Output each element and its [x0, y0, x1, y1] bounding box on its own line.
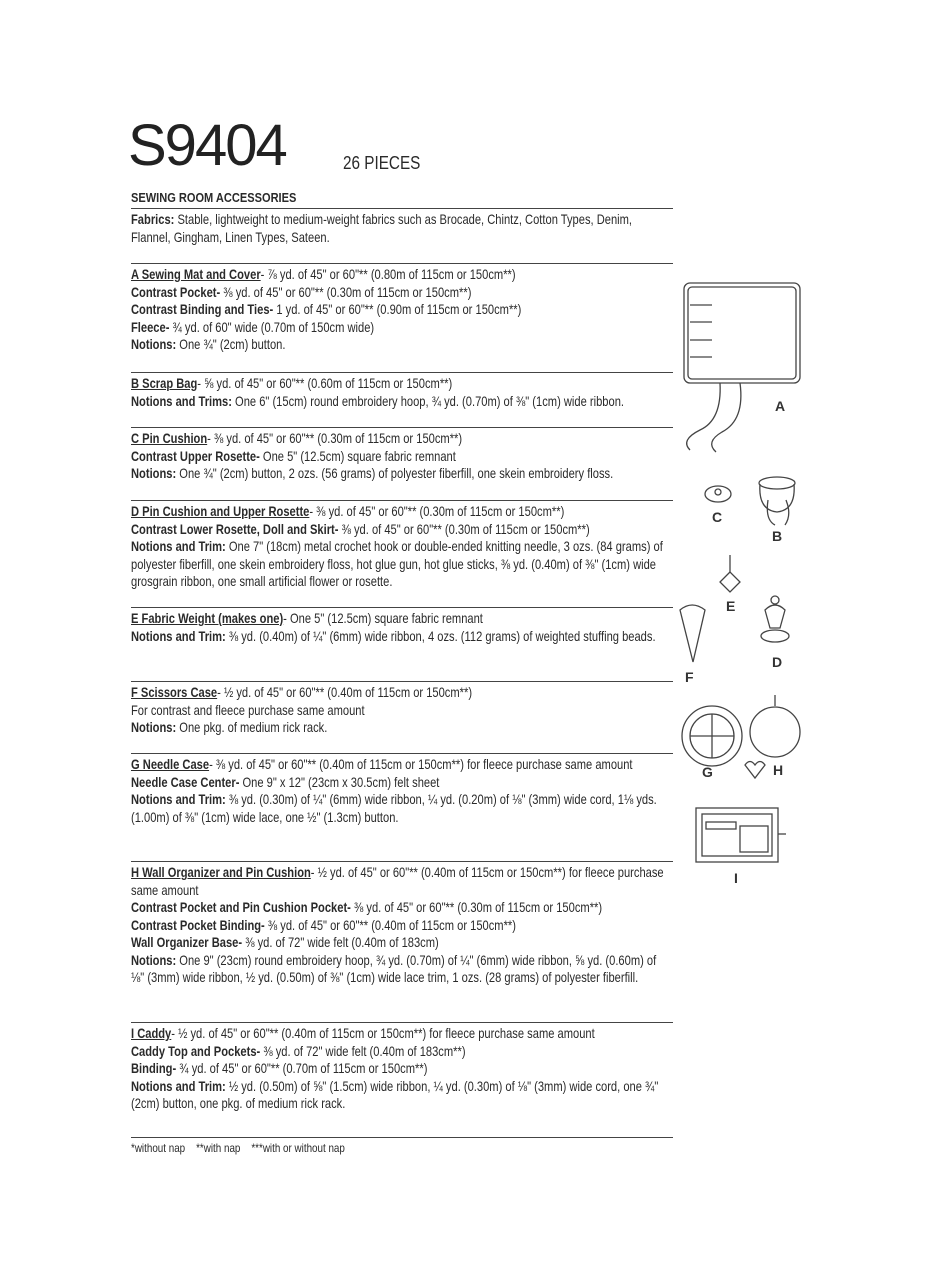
requirement-text: ¾ yd. of 45" or 60"** (0.70m of 115cm or 150cm**)	[176, 1061, 428, 1076]
view-section	[131, 372, 673, 410]
requirement-line	[131, 684, 672, 702]
requirement-text: - ½ yd. of 45" or 60"** (0.40m of 115cm or 150cm**) for fleece purchase same amount	[131, 865, 664, 898]
requirement-label: Wall Organizer Base-	[131, 935, 243, 950]
requirement-text: - ⅜ yd. of 45" or 60"** (0.40m of 115cm or 150cm**) for fleece purchase same amount	[209, 757, 633, 772]
view-label-g: G	[702, 764, 713, 780]
requirement-text: One pkg. of medium rick rack.	[176, 720, 328, 735]
view-b-scrap-bag-illustration	[759, 477, 795, 525]
requirement-line	[131, 503, 672, 521]
view-name: F Scissors Case	[131, 685, 218, 700]
view-f-scissors-case-illustration	[680, 605, 705, 662]
requirement-line	[131, 864, 672, 899]
requirement-text: - ½ yd. of 45" or 60"** (0.40m of 115cm or 150cm**) for fleece purchase same amount	[171, 1026, 595, 1041]
requirement-line	[131, 301, 672, 319]
requirement-line	[131, 756, 672, 774]
requirement-line	[131, 375, 672, 393]
requirement-label: Notions:	[131, 952, 177, 968]
requirement-label: Contrast Binding and Ties-	[131, 302, 274, 317]
requirement-line	[131, 702, 672, 720]
requirement-label: Notions and Trim:	[131, 1078, 226, 1094]
view-label-d: D	[772, 654, 783, 670]
view-label-b: B	[772, 528, 783, 544]
requirement-label: Contrast Pocket Binding-	[131, 917, 265, 933]
view-section	[131, 861, 673, 987]
view-name: G Needle Case	[131, 757, 210, 772]
requirement-text: One ¾" (2cm) button.	[176, 337, 286, 352]
view-name: I Caddy	[131, 1026, 172, 1041]
view-d-pin-cushion-doll-illustration	[761, 596, 789, 642]
requirement-label: Caddy Top and Pockets-	[131, 1043, 261, 1059]
requirement-text: ⅜ yd. of 45" or 60"** (0.30m of 115cm or 150cm**)	[220, 284, 472, 300]
view-c-pin-cushion-illustration	[705, 486, 731, 502]
view-g-needle-case-illustration	[682, 706, 742, 766]
fabrics-section	[131, 208, 673, 246]
requirement-text: ⅜ yd. of 45" or 60"** (0.40m of 115cm or 150cm**)	[264, 917, 516, 933]
requirement-label: Notions and Trim:	[131, 792, 226, 807]
view-label-h: H	[773, 762, 784, 778]
requirement-line	[131, 791, 672, 826]
requirement-text: One 6" (15cm) round embroidery hoop, ¾ yd. (0.70m) of ⅜" (1cm) wide ribbon.	[231, 393, 624, 409]
view-name: D Pin Cushion and Upper Rosette	[131, 504, 310, 519]
requirement-text: ⅜ yd. of 45" or 60"** (0.30m of 115cm or 150cm**)	[338, 521, 590, 537]
requirement-label: Fleece-	[131, 319, 170, 335]
pattern-number: S9404	[128, 113, 286, 178]
requirement-text: ⅜ yd. (0.40m) of ¼" (6mm) wide ribbon, 4 ozs. (112 grams) of weighted stuffing beads.	[225, 628, 656, 644]
view-name: E Fabric Weight (makes one)	[131, 611, 284, 626]
requirement-label: Contrast Pocket and Pin Cushion Pocket-	[131, 900, 351, 915]
requirement-line	[131, 448, 672, 466]
view-label-f: F	[685, 669, 694, 685]
view-label-e: E	[726, 598, 736, 614]
requirement-label: Contrast Upper Rosette-	[131, 448, 260, 464]
requirement-line	[131, 774, 672, 792]
requirement-label: Notions:	[131, 466, 177, 481]
requirement-text: One 5" (12.5cm) square fabric remnant	[259, 448, 456, 464]
requirement-line	[131, 393, 672, 411]
requirement-label: Notions and Trim:	[131, 539, 226, 554]
requirement-text: One ¾" (2cm) button, 2 ozs. (56 grams) of polyester fiberfill, one skein embroidery floss.	[176, 466, 614, 481]
piece-count: 26 PIECES	[343, 153, 421, 173]
requirement-text: - One 5" (12.5cm) square fabric remnant	[283, 611, 483, 626]
requirement-label: Binding-	[131, 1061, 177, 1076]
view-section	[131, 1022, 673, 1113]
view-section	[131, 500, 673, 591]
requirement-text: ¾ yd. of 60" wide (0.70m of 150cm wide)	[169, 319, 375, 335]
view-section	[131, 427, 673, 483]
view-name: H Wall Organizer and Pin Cushion	[131, 865, 311, 880]
fabrics-label: Fabrics:	[131, 212, 175, 227]
requirement-line	[131, 336, 672, 354]
requirement-text: For contrast and fleece purchase same amount	[131, 702, 365, 718]
requirement-line	[131, 899, 672, 917]
requirement-line	[131, 934, 672, 952]
requirement-line	[131, 610, 672, 628]
requirement-line	[131, 917, 672, 935]
view-name: A Sewing Mat and Cover	[131, 267, 261, 282]
requirement-text: 1 yd. of 45" or 60"** (0.90m of 115cm or 150cm**)	[273, 302, 522, 317]
requirement-text: - ½ yd. of 45" or 60"** (0.40m of 115cm or 150cm**)	[217, 685, 473, 700]
requirement-line	[131, 1078, 672, 1113]
requirement-text: One 7" (18cm) metal crochet hook or double-ended knitting needle, 3 ozs. (84 grams) of polyester fiberfill, one skein embroidery floss, hot glue gun, hot glue sticks, ⅜ yd. (0.40m) of ⅜" (1cm) wide grosgrain ribbon, one small artificial flower or rosette.	[131, 539, 663, 589]
pattern-title: SEWING ROOM ACCESSORIES	[131, 190, 297, 205]
requirement-line	[131, 284, 672, 302]
requirement-line	[131, 538, 672, 591]
requirement-text: ⅜ yd. of 72" wide felt (0.40m of 183cm**)	[260, 1043, 466, 1059]
view-section	[131, 263, 673, 354]
requirement-label: Notions:	[131, 337, 177, 352]
requirement-line	[131, 719, 672, 737]
requirement-line	[131, 952, 672, 987]
requirement-text: ½ yd. (0.50m) of ⅝" (1.5cm) wide ribbon, ¼ yd. (0.30m) of ⅛" (3mm) wide cord, one ¾" (2cm) button, one pkg. of medium rick rack.	[131, 1078, 659, 1111]
requirement-text: - ⅜ yd. of 45" or 60"** (0.30m of 115cm or 150cm**)	[309, 504, 565, 519]
view-section	[131, 753, 673, 826]
footnote	[131, 1137, 673, 1158]
requirement-line	[131, 628, 672, 646]
requirement-label: Contrast Pocket-	[131, 284, 221, 300]
requirement-text: ⅜ yd. (0.30m) of ¼" (6mm) wide ribbon, ¼ yd. (0.20m) of ⅛" (3mm) wide cord, 1⅛ yds. (1.00m) of ⅜" (1cm) wide lace, one ½" (1.3cm) button.	[131, 792, 657, 825]
requirement-text: - ⅝ yd. of 45" or 60"** (0.60m of 115cm or 150cm**)	[197, 376, 453, 391]
fabrics-text: Stable, lightweight to medium-weight fabrics such as Brocade, Chintz, Cotton Types, Denim, Flannel, Gingham, Linen Types, Sateen.	[131, 212, 633, 245]
view-illustrations	[676, 270, 806, 910]
view-i-caddy-illustration	[696, 808, 786, 862]
view-label-i: I	[734, 870, 738, 886]
requirement-label: Notions:	[131, 720, 177, 735]
requirement-text: One 9" x 12" (23cm x 30.5cm) felt sheet	[239, 774, 440, 790]
requirement-label: Needle Case Center-	[131, 774, 240, 790]
requirement-text: ⅜ yd. of 45" or 60"** (0.30m of 115cm or 150cm**)	[350, 900, 603, 915]
view-label-c: C	[712, 509, 723, 525]
view-name: B Scrap Bag	[131, 376, 198, 391]
view-a-sewing-mat-illustration	[684, 283, 800, 452]
requirement-label: Notions and Trim:	[131, 628, 226, 644]
requirement-text: ⅜ yd. of 72" wide felt (0.40m of 183cm)	[242, 935, 439, 950]
requirement-text: - ⅜ yd. of 45" or 60"** (0.30m of 115cm or 150cm**)	[207, 431, 463, 446]
requirement-line	[131, 1025, 672, 1043]
requirement-line	[131, 1043, 672, 1061]
view-e-fabric-weight-illustration	[720, 555, 740, 592]
view-label-a: A	[775, 398, 786, 414]
requirement-line	[131, 266, 672, 284]
requirement-label: Notions and Trims:	[131, 393, 232, 409]
requirement-line	[131, 430, 672, 448]
requirement-line	[131, 465, 672, 483]
requirement-line	[131, 1060, 672, 1078]
footnote-text: *without nap **with nap ***with or without nap	[131, 1141, 345, 1155]
view-section	[131, 681, 673, 737]
requirement-line	[131, 521, 672, 539]
requirement-text: One 9" (23cm) round embroidery hoop, ¾ yd. (0.70m) of ¼" (6mm) wide ribbon, ⅝ yd. (0.60m) of ⅛" (3mm) wide ribbon, ½ yd. (0.50m) of ⅜" (1cm) wide lace trim, 1 ozs. (28 grams) of polyester fiberfill.	[131, 952, 657, 985]
view-section	[131, 607, 673, 645]
requirement-line	[131, 319, 672, 337]
requirement-text: - ⅞ yd. of 45" or 60"** (0.80m of 115cm or 150cm**)	[260, 267, 516, 282]
requirement-label: Contrast Lower Rosette, Doll and Skirt-	[131, 521, 339, 537]
view-name: C Pin Cushion	[131, 431, 208, 446]
